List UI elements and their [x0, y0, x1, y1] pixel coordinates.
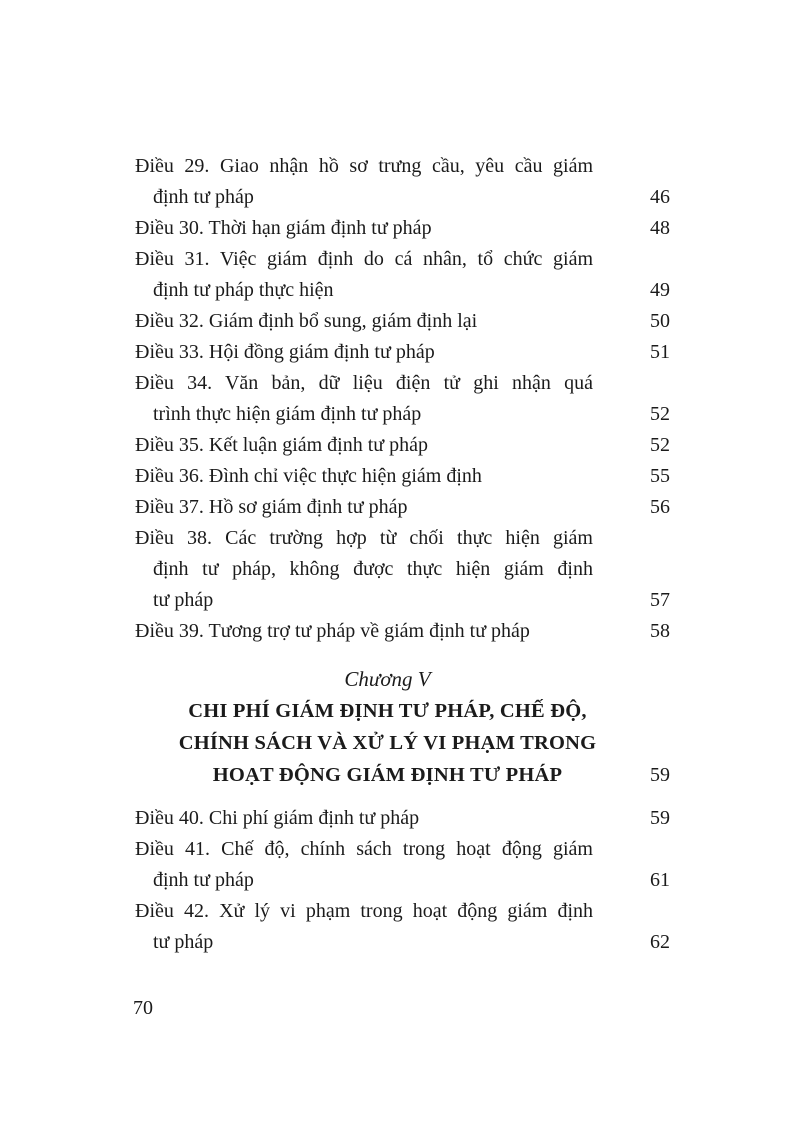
toc-entry-text: [135, 368, 593, 430]
toc-entry-text: [135, 523, 593, 616]
toc-entry-text: [135, 834, 593, 896]
toc-entry-line: Điều 39. Tương trợ tư pháp về giám định tư pháp: [135, 620, 530, 642]
toc-entry-text: [135, 430, 593, 461]
toc-entry-text: [135, 896, 593, 958]
toc-entry-page-number: 49: [650, 279, 670, 301]
toc-entry-line: định tư pháp thực hiện: [153, 279, 334, 301]
toc-entry: [135, 213, 670, 244]
toc-entry-line: Điều 42. Xử lý vi phạm trong hoạt động giám định: [135, 900, 593, 922]
toc-entry-page-number: 62: [650, 931, 670, 953]
toc-entry-text: [135, 151, 593, 213]
toc-entry-line: Điều 41. Chế độ, chính sách trong hoạt động giám: [135, 838, 593, 860]
toc-entry-line: Điều 34. Văn bản, dữ liệu điện tử ghi nhận quá: [135, 372, 593, 394]
toc-entry-line: Điều 29. Giao nhận hồ sơ trưng cầu, yêu cầu giám: [135, 155, 593, 177]
toc-entry-line: tư pháp: [153, 931, 214, 953]
toc-entry: [135, 803, 670, 834]
toc-entry: [135, 306, 670, 337]
toc-entry-page-number: 55: [650, 465, 670, 487]
toc-entry-page-number: 58: [650, 620, 670, 642]
toc-entry-text: [135, 492, 593, 523]
toc-entry-text: [135, 306, 593, 337]
toc-entry-page-number: 51: [650, 341, 670, 363]
toc-entry: [135, 368, 670, 430]
toc-entry-page-number: 46: [650, 186, 670, 208]
toc-entry-text: [135, 244, 593, 306]
toc-entry-line: Điều 35. Kết luận giám định tư pháp: [135, 434, 429, 456]
toc-entry-text: [135, 337, 593, 368]
toc-entry: [135, 834, 670, 896]
toc-entry: [135, 337, 670, 368]
toc-entries-top: [135, 151, 670, 647]
toc-entry: [135, 896, 670, 958]
toc-entry-line: tư pháp: [153, 589, 214, 611]
toc-entry: [135, 492, 670, 523]
toc-entry: [135, 151, 670, 213]
toc-entry-line: Điều 31. Việc giám định do cá nhân, tổ chức giám: [135, 248, 593, 270]
toc-entry-text: [135, 803, 593, 834]
toc-entry-page-number: 52: [650, 434, 670, 456]
chapter-title-line: CHÍNH SÁCH VÀ XỬ LÝ VI PHẠM TRONG: [178, 732, 597, 754]
toc-entry-page-number: 52: [650, 403, 670, 425]
chapter-heading-inner: [135, 663, 640, 791]
toc-entry-page-number: 59: [650, 807, 670, 829]
toc-entry-line: định tư pháp: [153, 869, 254, 891]
toc-entry-line: định tư pháp, không được thực hiện giám định: [153, 558, 593, 580]
toc-entry-page-number: 48: [650, 217, 670, 239]
chapter-title-line: CHI PHÍ GIÁM ĐỊNH TƯ PHÁP, CHẾ ĐỘ,: [188, 700, 587, 722]
toc-entry: [135, 616, 670, 647]
toc-entry: [135, 461, 670, 492]
toc-entry-page-number: 50: [650, 310, 670, 332]
toc-entry-line: Điều 38. Các trường hợp từ chối thực hiện giám: [135, 527, 593, 549]
toc-entry-line: Điều 33. Hội đồng giám định tư pháp: [135, 341, 435, 363]
toc-entry-line: Điều 36. Đình chỉ việc thực hiện giám định: [135, 465, 482, 487]
chapter-title: [135, 695, 640, 791]
chapter-page-number: 59: [650, 764, 670, 786]
toc-entry-text: [135, 461, 593, 492]
toc-entry-page-number: 56: [650, 496, 670, 518]
toc-entries-bottom: [135, 803, 670, 958]
toc-entry-line: Điều 40. Chi phí giám định tư pháp: [135, 807, 420, 829]
toc-entry-page-number: 61: [650, 869, 670, 891]
toc-entry-line: trình thực hiện giám định tư pháp: [153, 403, 422, 425]
toc-entry-line: Điều 30. Thời hạn giám định tư pháp: [135, 217, 432, 239]
toc-entry: [135, 430, 670, 461]
page-number-folio: 70: [133, 997, 153, 1019]
chapter-heading: [135, 663, 670, 791]
toc-entry-line: định tư pháp: [153, 186, 254, 208]
toc-entry-page-number: 57: [650, 589, 670, 611]
toc-entry-text: [135, 616, 593, 647]
toc-entry: [135, 523, 670, 616]
chapter-label: Chương V: [344, 667, 431, 691]
table-of-contents: [135, 151, 670, 958]
toc-entry-line: Điều 32. Giám định bổ sung, giám định lại: [135, 310, 478, 332]
toc-entry-line: Điều 37. Hồ sơ giám định tư pháp: [135, 496, 408, 518]
toc-entry-text: [135, 213, 593, 244]
toc-entry: [135, 244, 670, 306]
chapter-title-line: HOẠT ĐỘNG GIÁM ĐỊNH TƯ PHÁP: [212, 764, 563, 786]
